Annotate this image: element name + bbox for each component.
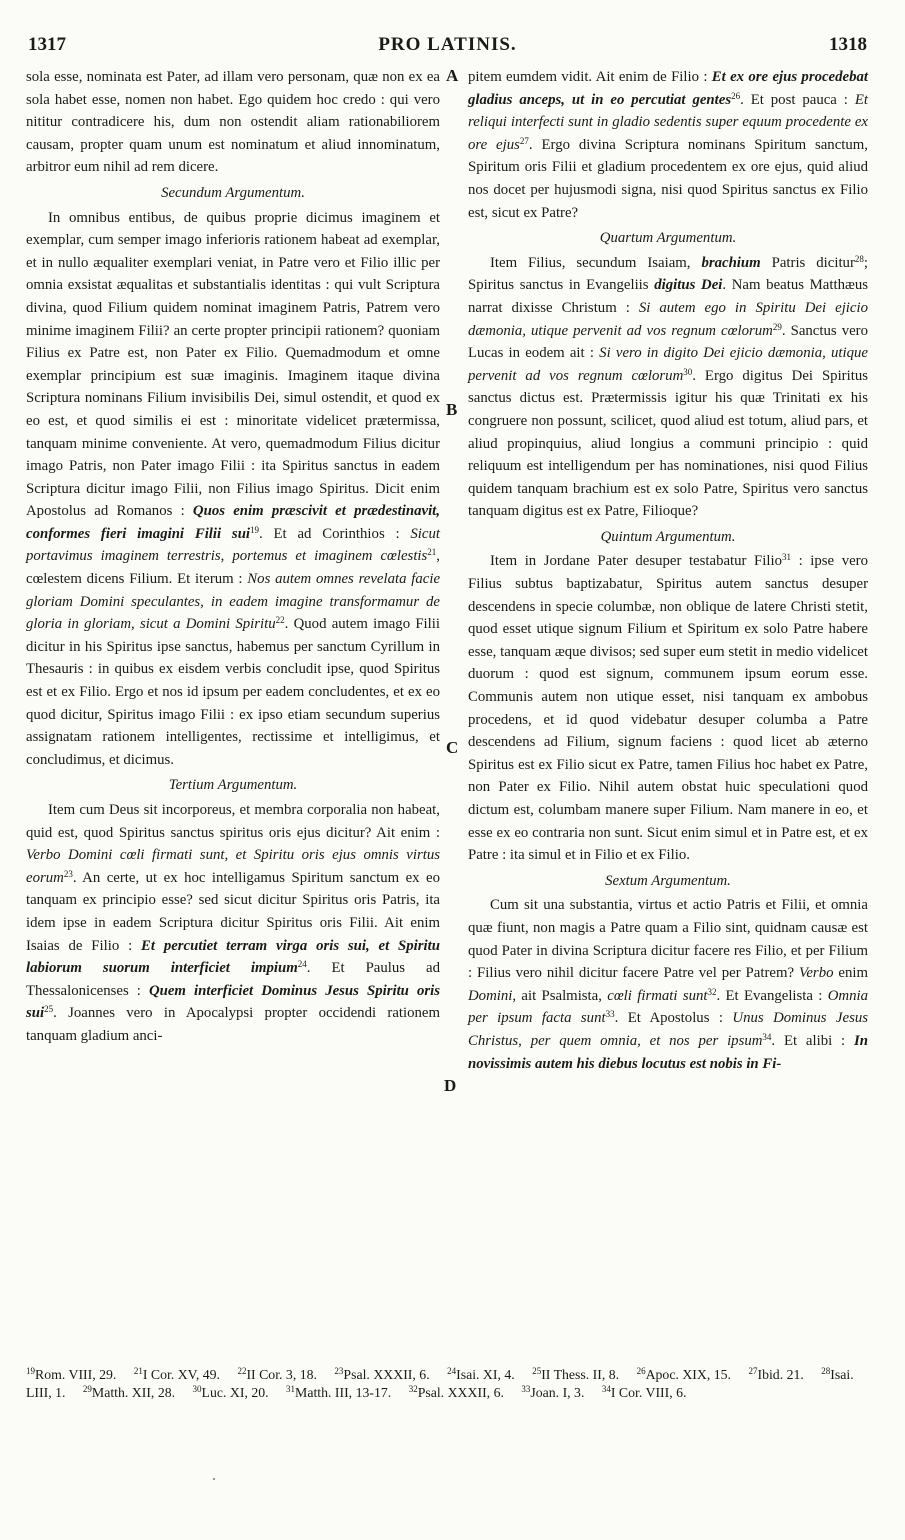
footnote: $^{25}$II Thess. II, 8. xyxy=(532,1366,620,1382)
footnote: $^{28}$Isai. LIII, 1. xyxy=(26,1366,854,1400)
paragraph: In omnibus entibus, de quibus proprie dicimus imaginem et exemplar, cum semper imago inferioris rationem habeat ad exemplar, et in nullo æqualiter exemplari veniat, in Patre vero et Filio illic per omnia exsistat æqualitas et substantialis identitas : qui vult Scriptura divina, quod Filium quidem nominat imaginem Patris, Patrem vero minime imaginem Filii? an certe propter principii rationem? quoniam Filius ex Patre est, non Pater ex Filio. Quemadmodum et omne exemplar principium est suæ imaginis. Imaginem itaque divina Scriptura nominans Filium invisibilis Dei, simul ostendit, et quod ex eo est, et quod similis ei est : minoritate videlicet prætermissa, tanquam minime conveniente. At vero, quemadmodum Filius dicitur imago Patris, non Pater imago Filii : ita Spiritus sanctus in eadem Scriptura dicitur imago Filii, non Filius imago Spiritus. Dicit enim Apostolus ad Romanos : Quos enim præscivit et prædestinavit, conformes fieri imagini Filii sui$^{19}$. Et ad Corinthios : Sicut portavimus imaginem terrestris, portemus et imaginem cœlestis$^{21}$, cœlestem dicens Filium. Et iterum : Nos autem omnes revelata facie gloriam Domini speculantes, in eadem imagine transformamur de gloria in gloriam, sicut a Domini Spiritu$^{22}$. Quod autem imago Filii dicitur in his Spiritus ipse sanctus, habemus per sanctum Cyrillum in Thesauris : in quibus ex eisdem verbis concludit ipse, quod Spiritus est et ex Filio. Ergo et nos id ipsum per eadem concludentes, et ex eo quod dicitur, Spiritus imago Filii : ex ipso etiam secundum superius assignatam rationem intelligentes, rectissime et intelligimus, et concludimus, et dicimus. xyxy=(26,209,441,768)
right-page-number: 1318 xyxy=(829,34,867,55)
footnote: $^{30}$Luc. XI, 20. xyxy=(192,1384,269,1400)
running-title: PRO LATINIS. xyxy=(378,34,517,55)
right-column xyxy=(468,66,868,1075)
section-heading: Sextum Argumentum. xyxy=(605,872,731,889)
left-page-number: 1317 xyxy=(28,34,66,55)
footnote: $^{32}$Psal. XXXII, 6. xyxy=(408,1384,504,1400)
footnote: $^{21}$I Cor. XV, 49. xyxy=(133,1366,220,1382)
footnote: $^{29}$Matth. XII, 28. xyxy=(82,1384,176,1400)
footnote: $^{19}$Rom. VIII, 29. xyxy=(26,1366,117,1382)
section-heading: Secundum Argumentum. xyxy=(161,184,305,201)
margin-marker-c: C xyxy=(446,738,459,757)
footnote: $^{33}$Joan. I, 3. xyxy=(521,1384,585,1400)
print-speck xyxy=(213,1478,215,1480)
footnote: $^{26}$Apoc. XIX, 15. xyxy=(636,1366,732,1382)
footnote: $^{22}$II Cor. 3, 18. xyxy=(237,1366,317,1382)
footnotes xyxy=(26,1366,876,1402)
left-column xyxy=(26,66,440,1048)
paragraph: Cum sit una substantia, virtus et actio Patris et Filii, et omnia quæ fiunt, non magis a Patre quam a Filio sint, quidnam causæ est quod Pater in divina Scriptura dicitur facere res Filio, et per Filium : Filius vero nihil dicitur facere Patre vel per Patrem? Verbo enim Domini, ait Psalmista, cœli firmati sunt$^{32}$. Et Evangelista : Omnia per ipsum facta sunt$^{33}$. Et Apostolus : Unus Dominus Jesus Christus, per quem omnia, et nos per ipsum$^{34}$. Et alibi : In novissimis autem his diebus locutus est nobis in Fi- xyxy=(468,897,869,1072)
footnote: $^{34}$I Cor. VIII, 6. xyxy=(601,1384,687,1400)
paragraph: sola esse, nominata est Pater, ad illam vero personam, quæ non ex ea sola habet esse, nomen non habet. Ego quidem hoc credo : qui vero nititur contradicere his, dum non ostendit aliam rationabiliorem causam, propter quam unum est nominatum et aliud innominatum, arbitror eum nihil ad rem dicere. xyxy=(26,69,440,176)
margin-marker-d: D xyxy=(444,1076,457,1095)
section-heading: Quartum Argumentum. xyxy=(599,230,737,247)
page-header xyxy=(28,34,867,60)
paragraph: Item Filius, secundum Isaiam, brachium Patris dicitur$^{28}$; Spiritus sanctus in Evangeliis digitus Dei. Nam beatus Matthæus narrat dixisse Christum : Si autem ego in Spiritu Dei ejicio dæmonia, utique pervenit ad vos regnum cœlorum$^{29}$. Sanctus vero Lucas in eodem ait : Si vero in digito Dei ejicio dæmonia, utique pervenit ad vos regnum cœlorum$^{30}$. Ergo digitus Dei Spiritus sanctus dictus est. Prætermissis igitur his quæ Trinitati ex his congruere non possunt, scilicet, quod aliud est totum, aliud pars, et aliud propinquius, aliud longius a communi principio : quid reliquum est intelligendum per has nominationes, nisi quod Filius quidem tanquam brachium est ex solo Patre, Spiritus vero sanctus tanquam digitus est ex Patre, Filioque? xyxy=(468,253,869,520)
footnote: $^{23}$Psal. XXXII, 6. xyxy=(334,1366,430,1382)
footnote: $^{24}$Isai. XI, 4. xyxy=(447,1366,515,1382)
section-heading: Tertium Argumentum. xyxy=(168,777,298,794)
footnote: $^{31}$Matth. III, 13-17. xyxy=(286,1384,392,1400)
paragraph: Item in Jordane Pater desuper testabatur Filio$^{31}$ : ipse vero Filius subtus baptizabatur, Spiritus autem sanctus desuper descendens in specie columbæ, non oblique de latere Christi stetit, quod esset utique signum Filium et Spiritum ex solo Patre habere esse, tanquam æque divisos; sed super eum stetit in medio videlicet duorum : quod est signum, communem ipsum eorum esse. Communis autem non utique esset, nisi tanquam ex ambobus procedens, et id quod videbatur desuper columba a Patre descendens ad Filium, signum faciens : quod licet ab æterno Spiritus est ex Filio sicut ex Patre, tamen Filius hoc habet ex Patre, non Pater ex Filio. Nihil autem obstat huic speculationi quod dictum est, columbam manere super Filium. Nam manere in eo, et esse ex eo contraria non sunt. Sicut enim simul et in Patre est, et ex Patre : ita simul et in Filio et ex Filio. xyxy=(468,552,868,864)
paragraph: Item cum Deus sit incorporeus, et membra corporalia non habeat, quid est, quod Spiritus sanctus spiritus oris ejus dicitur? Ait enim : Verbo Domini cœli firmati sunt, et Spiritu oris ejus omnis virtus eorum$^{23}$. An certe, ut ex hoc intelligamus Spiritum sanctum ex eo tanquam ex principio esse? sed sicut dicitur Spiritus oris Patris, ita idem ipse in eadem Scriptura dicitur Spiritus oris Filii. Ait enim Isaias de Filio : Et percutiet terram virga oris sui, et Spiritu labiorum suorum interficiet impium$^{24}$. Et Paulus ad Thessalonicenses : Quem interficiet Dominus Jesus Spiritu oris sui$^{25}$. Joannes vero in Apocalypsi propter occidendi rationem tanquam gladium anci- xyxy=(26,802,440,1044)
paragraph: pitem eumdem vidit. Ait enim de Filio : Et ex ore ejus procedebat gladius anceps, ut in eo percutiat gentes$^{26}$. Et post pauca : Et reliqui interfecti sunt in gladio sedentis super equum procedente ex ore ejus$^{27}$. Ergo divina Scriptura nominans Spiritum sanctum, Spiritum oris Filii et gladium procedentem ex ore ejus, quid aliud nos docet per hujusmodi signa, nisi quod Spiritus sanctus ex Filio est, sicut ex Patre? xyxy=(468,69,868,221)
margin-marker-b: B xyxy=(446,400,458,419)
margin-marker-a: A xyxy=(446,66,459,85)
footnote: $^{27}$Ibid. 21. xyxy=(748,1366,804,1382)
section-heading: Quintum Argumentum. xyxy=(600,528,736,545)
